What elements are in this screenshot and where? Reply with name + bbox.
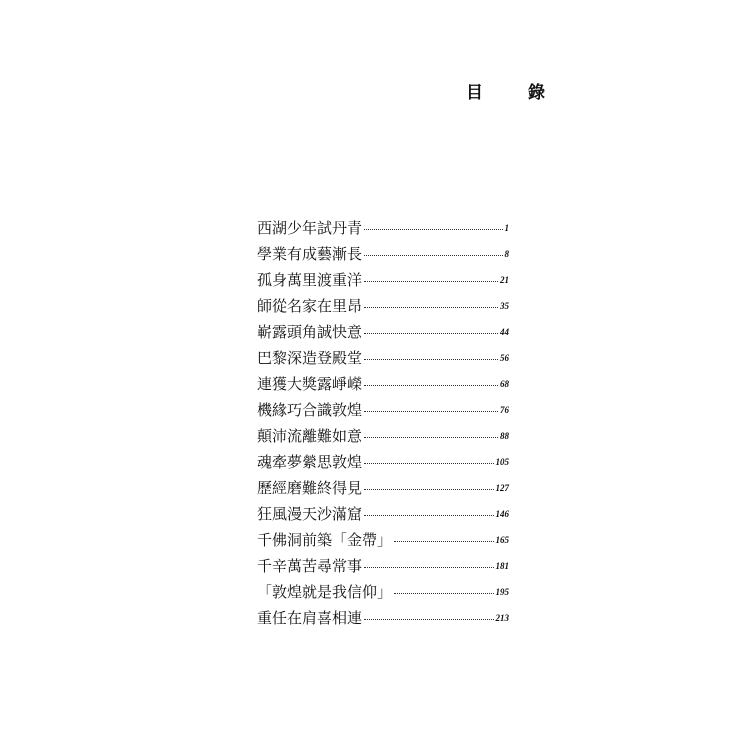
toc-entry-title: 孤身萬里渡重洋 [257, 271, 363, 289]
toc-entry-title: 千辛萬苦尋常事 [257, 557, 363, 575]
dot-leader [364, 229, 502, 230]
toc-entry[interactable] [257, 295, 509, 321]
dot-leader [364, 307, 498, 308]
toc-entry-title: 重任在肩喜相連 [257, 609, 363, 627]
toc-entry-page-number: 195 [495, 587, 509, 597]
toc-entry-title: 連獲大獎露崢嶸 [257, 375, 363, 393]
toc-entry[interactable] [257, 217, 509, 243]
dot-leader [364, 359, 498, 360]
toc-entry[interactable] [257, 607, 509, 633]
dot-leader [364, 619, 493, 620]
toc-entry-page-number: 181 [495, 561, 509, 571]
page-title: 目 錄 [466, 83, 559, 103]
toc-entry[interactable] [257, 347, 509, 373]
toc-entry-title: 「敦煌就是我信仰」 [257, 583, 393, 601]
toc-entry-page-number: 88 [500, 431, 509, 441]
dot-leader [364, 567, 493, 568]
toc-entry-title: 巴黎深造登殿堂 [257, 349, 363, 367]
toc-entry-title: 千佛洞前築「金帶」 [257, 531, 393, 549]
toc-entry-title: 狂風漫天沙滿窟 [257, 505, 363, 523]
dot-leader [364, 437, 498, 438]
toc-entry-page-number: 35 [500, 301, 509, 311]
toc-entry-title: 魂牽夢縈思敦煌 [257, 453, 363, 471]
toc-entry-page-number: 68 [500, 379, 509, 389]
toc-entry-page-number: 127 [495, 483, 509, 493]
toc-entry-page-number: 1 [504, 223, 509, 233]
toc-entry-title: 顛沛流離難如意 [257, 427, 363, 445]
toc-entry-page-number: 146 [495, 509, 509, 519]
toc-entry[interactable] [257, 451, 509, 477]
toc-entry-title: 歷經磨難終得見 [257, 479, 363, 497]
dot-leader [364, 385, 498, 386]
toc-entry[interactable] [257, 581, 509, 607]
toc-entry-page-number: 76 [500, 405, 509, 415]
dot-leader [364, 463, 493, 464]
dot-leader [394, 593, 493, 594]
toc-entry-page-number: 165 [495, 535, 509, 545]
toc-entry[interactable] [257, 529, 509, 555]
dot-leader [364, 281, 498, 282]
toc-entry-page-number: 8 [504, 249, 509, 259]
toc-entry[interactable] [257, 555, 509, 581]
toc-entry-page-number: 21 [500, 275, 509, 285]
toc-entry[interactable] [257, 321, 509, 347]
toc-entry-page-number: 44 [500, 327, 509, 337]
toc-entry-page-number: 105 [495, 457, 509, 467]
dot-leader [364, 411, 498, 412]
dot-leader [364, 489, 493, 490]
toc-entry-title: 學業有成藝漸長 [257, 245, 363, 263]
toc-entry[interactable] [257, 503, 509, 529]
toc-entry[interactable] [257, 477, 509, 503]
dot-leader [364, 333, 498, 334]
toc-entry[interactable] [257, 399, 509, 425]
table-of-contents [257, 217, 509, 633]
dot-leader [394, 541, 493, 542]
toc-entry-page-number: 213 [495, 613, 509, 623]
toc-entry[interactable] [257, 243, 509, 269]
toc-entry-title: 嶄露頭角誠快意 [257, 323, 363, 341]
toc-entry[interactable] [257, 373, 509, 399]
toc-entry[interactable] [257, 269, 509, 295]
toc-entry-title: 西湖少年試丹青 [257, 219, 363, 237]
toc-entry-title: 師從名家在里昂 [257, 297, 363, 315]
dot-leader [364, 515, 493, 516]
toc-entry-title: 機緣巧合識敦煌 [257, 401, 363, 419]
toc-entry[interactable] [257, 425, 509, 451]
toc-entry-page-number: 56 [500, 353, 509, 363]
dot-leader [364, 255, 502, 256]
